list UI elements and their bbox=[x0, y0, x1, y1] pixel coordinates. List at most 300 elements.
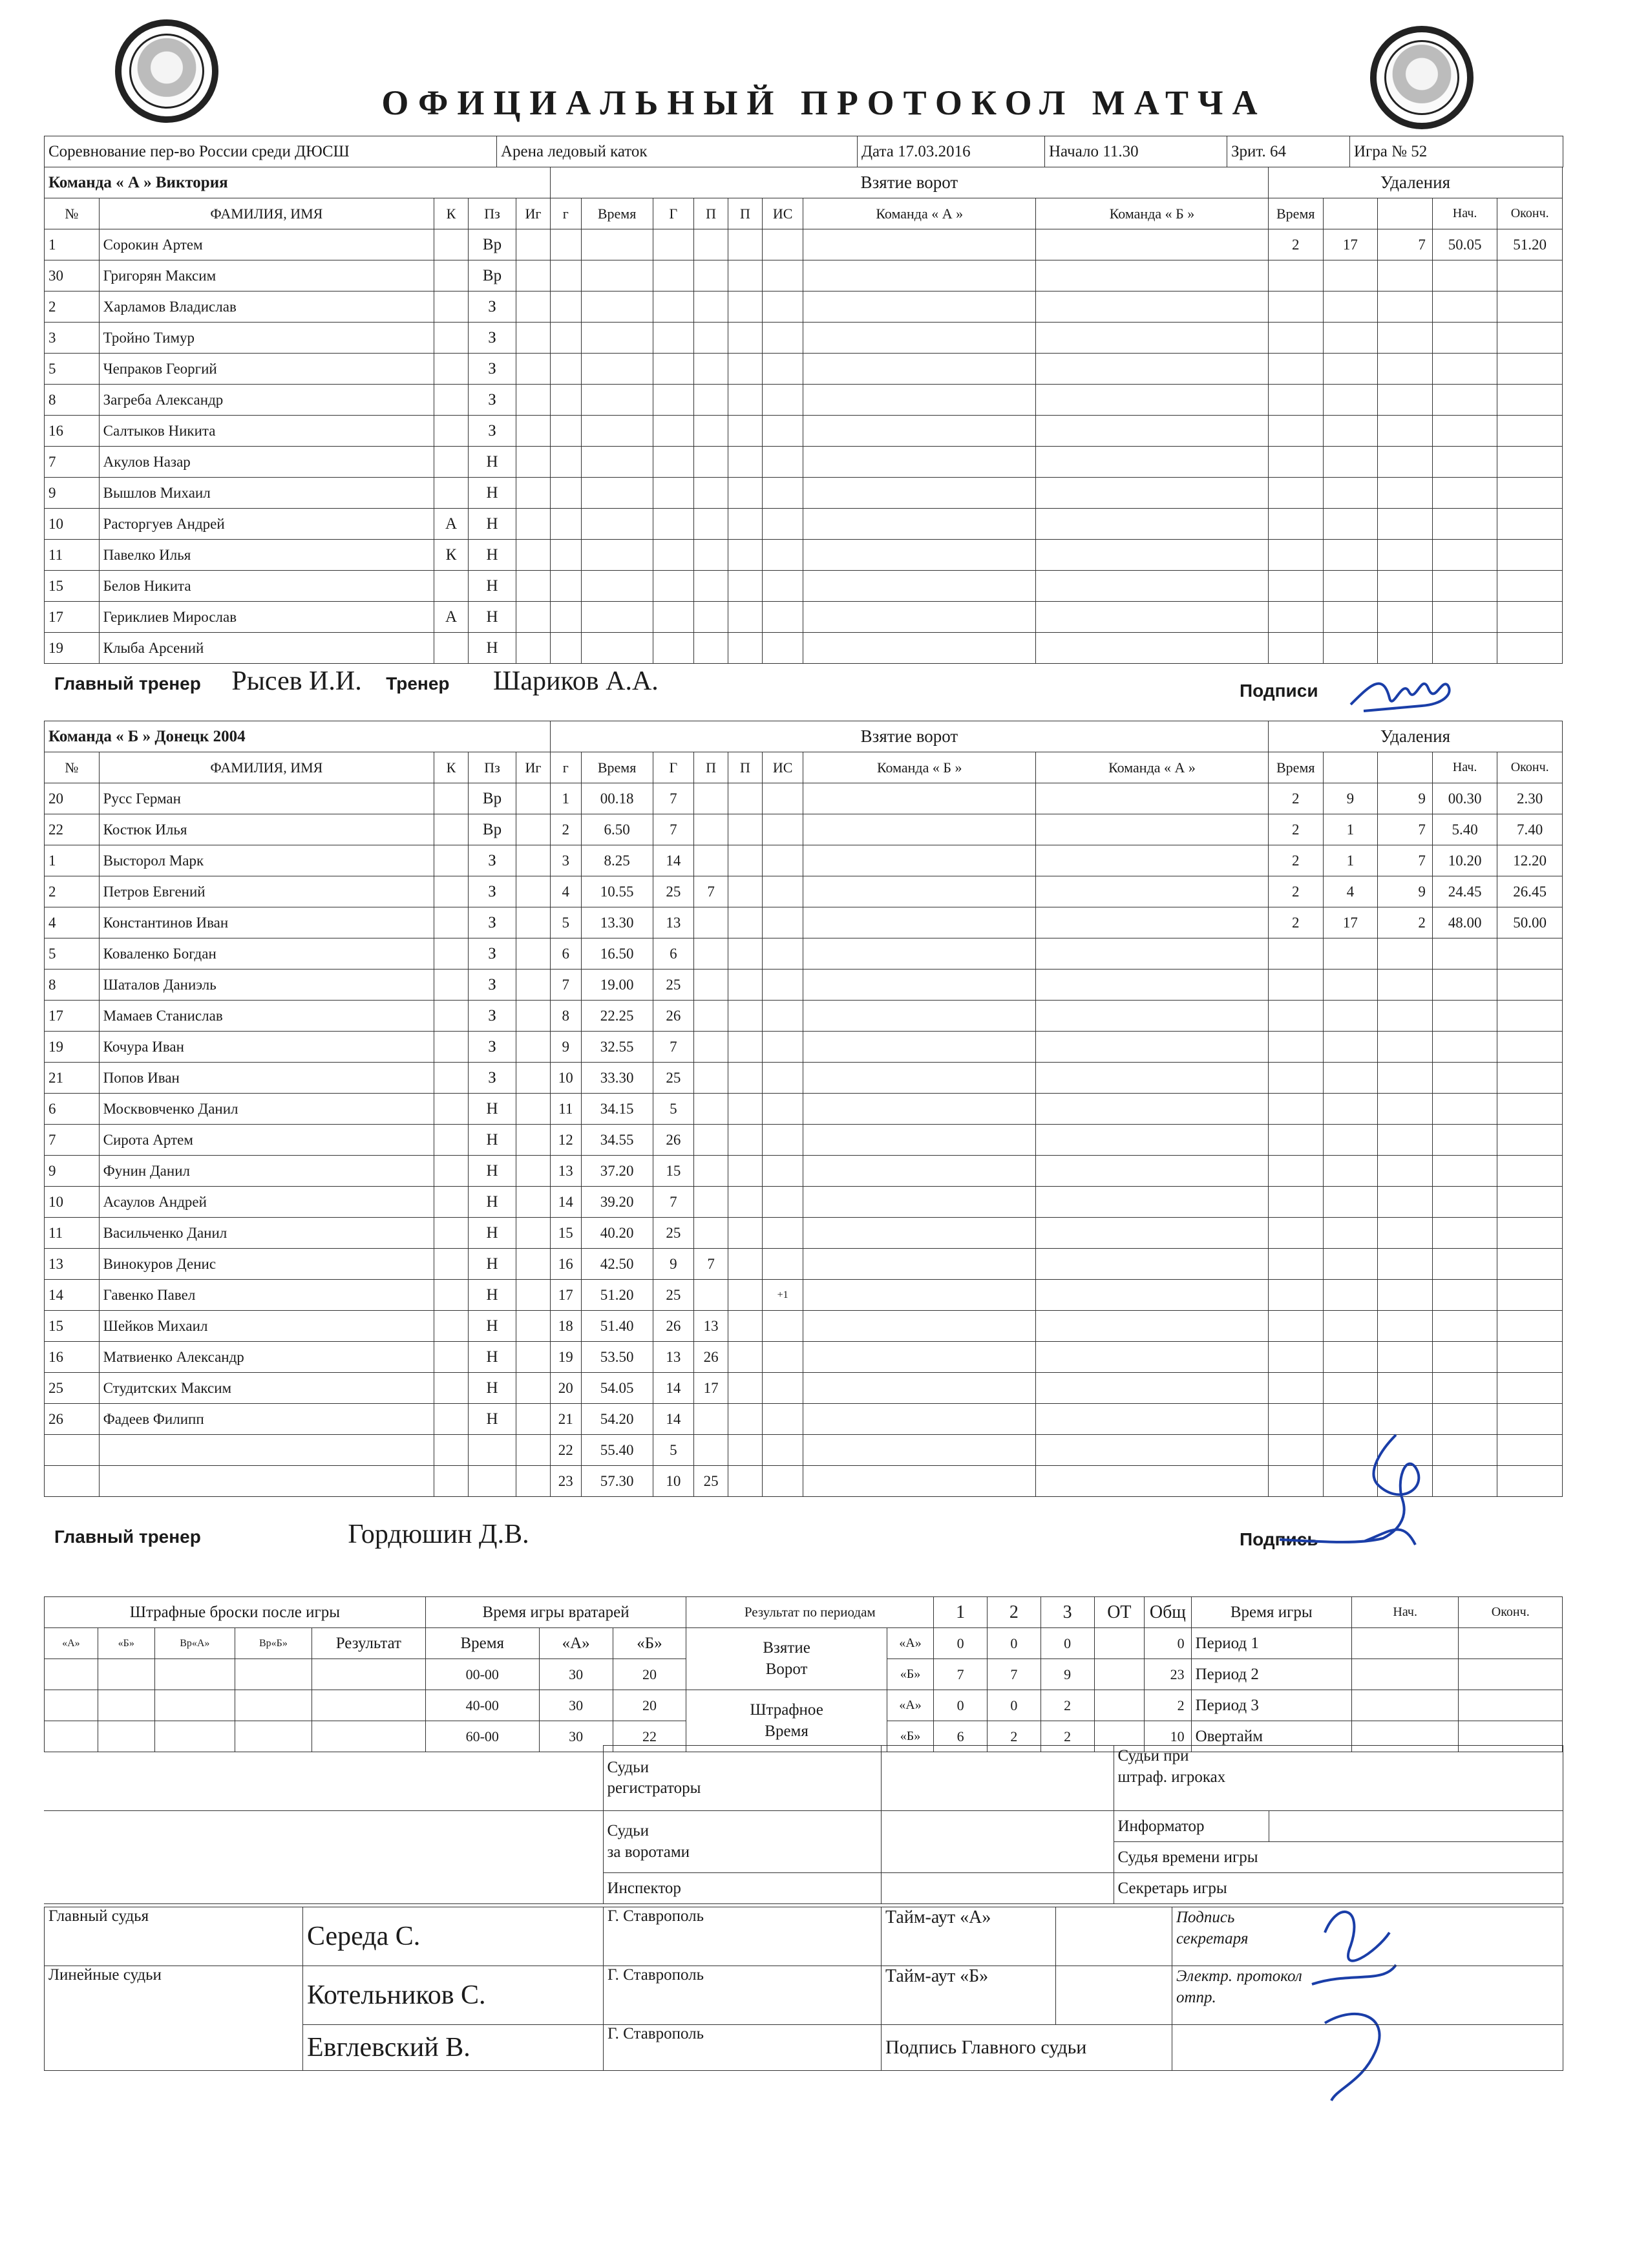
meta-game: Игра № 52 bbox=[1350, 136, 1563, 167]
penalty-code bbox=[1378, 1156, 1433, 1187]
penalty-end bbox=[1497, 1125, 1563, 1156]
team-a-coaches bbox=[54, 666, 659, 697]
timeout-a: Тайм-аут «А» bbox=[882, 1907, 1056, 1966]
goal-onice-opp bbox=[1036, 876, 1269, 907]
goal-assist-2 bbox=[728, 1187, 763, 1218]
period-col: 3 bbox=[1041, 1597, 1094, 1628]
penalty-start bbox=[1432, 1094, 1497, 1125]
player-number: 11 bbox=[45, 540, 100, 571]
player-games bbox=[516, 260, 551, 291]
penalty-start bbox=[1432, 1156, 1497, 1187]
col-g_small: г bbox=[550, 198, 581, 229]
goal-assist-1 bbox=[694, 783, 728, 814]
player-number: 8 bbox=[45, 970, 100, 1001]
goal-situation bbox=[762, 602, 803, 633]
goal-number bbox=[550, 602, 581, 633]
penalty-minutes bbox=[1268, 354, 1323, 385]
goal-assist-2 bbox=[728, 1094, 763, 1125]
period-value: 6 bbox=[934, 1721, 988, 1752]
player-name: Константинов Иван bbox=[99, 907, 434, 938]
goal-assist-1 bbox=[694, 814, 728, 845]
goal-onice-opp bbox=[1036, 845, 1269, 876]
penalties-section-title: Удаления bbox=[1268, 167, 1562, 198]
player-position: Н bbox=[468, 1125, 516, 1156]
player-captain bbox=[434, 416, 469, 447]
player-number: 7 bbox=[45, 1125, 100, 1156]
player-name: Сирота Артем bbox=[99, 1125, 434, 1156]
penalty-player bbox=[1323, 1001, 1378, 1032]
goal-time: 34.15 bbox=[581, 1094, 653, 1125]
goal-onice-opp bbox=[1036, 509, 1269, 540]
head-coach-label: Главный тренер bbox=[54, 673, 201, 694]
player-row bbox=[45, 1280, 1563, 1311]
goal-assist-2 bbox=[728, 1032, 763, 1063]
player-captain bbox=[434, 323, 469, 354]
player-position: З bbox=[468, 845, 516, 876]
timeout-b: Тайм-аут «Б» bbox=[882, 1966, 1056, 2025]
player-number: 10 bbox=[45, 1187, 100, 1218]
player-row bbox=[45, 1032, 1563, 1063]
goal-time: 10.55 bbox=[581, 876, 653, 907]
player-games bbox=[516, 602, 551, 633]
player-number: 26 bbox=[45, 1404, 100, 1435]
goal-onice-own bbox=[803, 260, 1036, 291]
player-row bbox=[45, 1156, 1563, 1187]
penalty-player bbox=[1323, 1063, 1378, 1094]
penalty-end bbox=[1497, 571, 1563, 602]
goal-assist-1 bbox=[694, 509, 728, 540]
goal-onice-own bbox=[803, 970, 1036, 1001]
penalty-end: 2.30 bbox=[1497, 783, 1563, 814]
gametime-end: Оконч. bbox=[1459, 1597, 1563, 1628]
player-name: Тройно Тимур bbox=[99, 323, 434, 354]
goal-time bbox=[581, 509, 653, 540]
goal-assist-2 bbox=[728, 416, 763, 447]
player-number: 10 bbox=[45, 509, 100, 540]
player-position: Н bbox=[468, 1373, 516, 1404]
player-games bbox=[516, 1373, 551, 1404]
player-row bbox=[45, 1311, 1563, 1342]
goal-time: 33.30 bbox=[581, 1063, 653, 1094]
team-name: Команда « А » Виктория bbox=[45, 167, 551, 198]
main-ref-city: Г. Ставрополь bbox=[604, 1907, 882, 1966]
col-P2: П bbox=[728, 752, 763, 783]
player-name: Русс Герман bbox=[99, 783, 434, 814]
goal-number bbox=[550, 540, 581, 571]
line-refs-label: Линейные судьи bbox=[45, 1966, 303, 2071]
player-games bbox=[516, 1094, 551, 1125]
penalty-minutes bbox=[1268, 1001, 1323, 1032]
penalty-player bbox=[1323, 1342, 1378, 1373]
goal-onice-own bbox=[803, 1001, 1036, 1032]
player-position: Н bbox=[468, 1187, 516, 1218]
referees-table bbox=[44, 1907, 1563, 2071]
goal-assist-2 bbox=[728, 938, 763, 970]
goal-onice-opp bbox=[1036, 1249, 1269, 1280]
penalty-end bbox=[1497, 385, 1563, 416]
player-row bbox=[45, 323, 1563, 354]
player-name: Расторгуев Андрей bbox=[99, 509, 434, 540]
player-number: 25 bbox=[45, 1373, 100, 1404]
penalty-start bbox=[1432, 478, 1497, 509]
penalty-start: 00.30 bbox=[1432, 783, 1497, 814]
goal-onice-own bbox=[803, 783, 1036, 814]
goal-assist-1 bbox=[694, 354, 728, 385]
goal-onice-opp bbox=[1036, 416, 1269, 447]
penalty-player bbox=[1323, 416, 1378, 447]
goal-situation bbox=[762, 1249, 803, 1280]
penalty-player bbox=[1323, 571, 1378, 602]
player-row bbox=[45, 970, 1563, 1001]
player-captain bbox=[434, 1342, 469, 1373]
player-captain bbox=[434, 1156, 469, 1187]
goal-scorer: 25 bbox=[653, 1218, 693, 1249]
goal-situation bbox=[762, 447, 803, 478]
goal-situation bbox=[762, 416, 803, 447]
goal-situation bbox=[762, 354, 803, 385]
goal-onice-own bbox=[803, 633, 1036, 664]
goal-assist-2 bbox=[728, 571, 763, 602]
officials-row bbox=[44, 1811, 1563, 1842]
period-value: 10 bbox=[1145, 1721, 1191, 1752]
goal-onice-own bbox=[803, 1466, 1036, 1497]
period-col: 2 bbox=[988, 1597, 1041, 1628]
player-position: З bbox=[468, 876, 516, 907]
penalty-end bbox=[1497, 1311, 1563, 1342]
penalty-minutes: 2 bbox=[1268, 783, 1323, 814]
goal-situation bbox=[762, 1187, 803, 1218]
goal-assist-1 bbox=[694, 602, 728, 633]
col-nach: Нач. bbox=[1432, 198, 1497, 229]
line-ref-2-city: Г. Ставрополь bbox=[604, 2025, 882, 2071]
player-number: 7 bbox=[45, 447, 100, 478]
goal-time: 00.18 bbox=[581, 783, 653, 814]
player-position: Н bbox=[468, 602, 516, 633]
player-captain bbox=[434, 845, 469, 876]
goal-onice-opp bbox=[1036, 814, 1269, 845]
goal-onice-own bbox=[803, 416, 1036, 447]
player-name: Григорян Максим bbox=[99, 260, 434, 291]
col-pz: Пз bbox=[468, 752, 516, 783]
goal-scorer bbox=[653, 354, 693, 385]
goal-onice-opp bbox=[1036, 1063, 1269, 1094]
shootout-col: «Б» bbox=[98, 1628, 154, 1659]
penalty-end: 51.20 bbox=[1497, 229, 1563, 260]
gk-time-title: Время игры вратарей bbox=[425, 1597, 686, 1628]
player-captain bbox=[434, 1187, 469, 1218]
col-pen_time: Время bbox=[1268, 198, 1323, 229]
goal-assist-1: 7 bbox=[694, 876, 728, 907]
goal-number: 11 bbox=[550, 1094, 581, 1125]
goal-assist-2 bbox=[728, 1311, 763, 1342]
penalty-player bbox=[1323, 291, 1378, 323]
meta-competition: Соревнование пер-во России среди ДЮСШ bbox=[45, 136, 497, 167]
gk-a: 30 bbox=[539, 1690, 613, 1721]
goal-number: 21 bbox=[550, 1404, 581, 1435]
main-ref-name: Середа С. bbox=[303, 1907, 604, 1966]
meta-spectators: Зрит. 64 bbox=[1227, 136, 1350, 167]
penalty-start bbox=[1432, 1063, 1497, 1094]
period-value: 0 bbox=[1145, 1628, 1191, 1659]
penalty-minutes bbox=[1268, 447, 1323, 478]
col-pen-2 bbox=[1323, 198, 1378, 229]
gk-time: 60-00 bbox=[425, 1721, 539, 1752]
player-number: 2 bbox=[45, 291, 100, 323]
penalty-end bbox=[1497, 1466, 1563, 1497]
goal-time bbox=[581, 447, 653, 478]
penalty-minutes bbox=[1268, 509, 1323, 540]
goal-assist-2 bbox=[728, 876, 763, 907]
player-row bbox=[45, 907, 1563, 938]
goal-assist-2 bbox=[728, 1466, 763, 1497]
col-P2: П bbox=[728, 198, 763, 229]
penalty-player bbox=[1323, 1156, 1378, 1187]
penalty-minutes bbox=[1268, 385, 1323, 416]
goal-onice-opp bbox=[1036, 260, 1269, 291]
goal-assist-1: 7 bbox=[694, 1249, 728, 1280]
player-name: Костюк Илья bbox=[99, 814, 434, 845]
penalty-code: 2 bbox=[1378, 907, 1433, 938]
player-games bbox=[516, 354, 551, 385]
penalty-player bbox=[1323, 540, 1378, 571]
timeout-b-value bbox=[1056, 1966, 1172, 2025]
goal-onice-opp bbox=[1036, 571, 1269, 602]
player-captain bbox=[434, 260, 469, 291]
goal-situation bbox=[762, 478, 803, 509]
player-position: З bbox=[468, 385, 516, 416]
penalty-minutes bbox=[1268, 633, 1323, 664]
goal-assist-2 bbox=[728, 447, 763, 478]
penalty-code: 7 bbox=[1378, 229, 1433, 260]
penalty-code bbox=[1378, 1001, 1433, 1032]
player-name: Чепраков Георгий bbox=[99, 354, 434, 385]
page-title: ОФИЦИАЛЬНЫЙ ПРОТОКОЛ МАТЧА bbox=[381, 83, 1267, 122]
inspector-label: Инспектор bbox=[603, 1873, 881, 1904]
penalty-end bbox=[1497, 1156, 1563, 1187]
penalty-end: 7.40 bbox=[1497, 814, 1563, 845]
penalty-code bbox=[1378, 260, 1433, 291]
goal-number bbox=[550, 291, 581, 323]
goal-scorer: 5 bbox=[653, 1435, 693, 1466]
player-name: Коваленко Богдан bbox=[99, 938, 434, 970]
goal-scorer: 25 bbox=[653, 970, 693, 1001]
goal-number bbox=[550, 416, 581, 447]
goal-assist-2 bbox=[728, 354, 763, 385]
goal-time bbox=[581, 478, 653, 509]
period-value: 7 bbox=[934, 1659, 988, 1690]
goal-onice-opp bbox=[1036, 323, 1269, 354]
player-name: Студитских Максим bbox=[99, 1373, 434, 1404]
player-position: Вр bbox=[468, 814, 516, 845]
goal-number: 7 bbox=[550, 970, 581, 1001]
col-pen-3 bbox=[1378, 198, 1433, 229]
goal-assist-2 bbox=[728, 1001, 763, 1032]
penalty-end bbox=[1497, 1404, 1563, 1435]
goal-onice-opp bbox=[1036, 1404, 1269, 1435]
penalty-start bbox=[1432, 1001, 1497, 1032]
penalty-player bbox=[1323, 385, 1378, 416]
player-games bbox=[516, 970, 551, 1001]
goal-situation bbox=[762, 1404, 803, 1435]
player-name: Мамаев Станислав bbox=[99, 1001, 434, 1032]
gk-b: 22 bbox=[613, 1721, 686, 1752]
player-number: 9 bbox=[45, 1156, 100, 1187]
goal-onice-opp bbox=[1036, 1342, 1269, 1373]
goal-number: 20 bbox=[550, 1373, 581, 1404]
player-row bbox=[45, 633, 1563, 664]
penalty-code bbox=[1378, 1311, 1433, 1342]
goal-number bbox=[550, 354, 581, 385]
goal-scorer: 14 bbox=[653, 1404, 693, 1435]
player-row bbox=[45, 938, 1563, 970]
goal-situation bbox=[762, 845, 803, 876]
goal-time: 54.05 bbox=[581, 1373, 653, 1404]
period-value: 0 bbox=[934, 1690, 988, 1721]
goal-situation bbox=[762, 571, 803, 602]
player-captain bbox=[434, 1466, 469, 1497]
period-value: 2 bbox=[1145, 1690, 1191, 1721]
penalty-player bbox=[1323, 1373, 1378, 1404]
player-captain bbox=[434, 1001, 469, 1032]
goal-assist-2 bbox=[728, 1404, 763, 1435]
player-name bbox=[99, 1466, 434, 1497]
player-number: 30 bbox=[45, 260, 100, 291]
penalty-code bbox=[1378, 1373, 1433, 1404]
col-P: П bbox=[694, 198, 728, 229]
penalty-player bbox=[1323, 509, 1378, 540]
goal-assist-2 bbox=[728, 970, 763, 1001]
penalty-code bbox=[1378, 1342, 1433, 1373]
player-position bbox=[468, 1466, 516, 1497]
shootout-col: Вр«Б» bbox=[235, 1628, 312, 1659]
player-captain bbox=[434, 229, 469, 260]
goal-onice-own bbox=[803, 1435, 1036, 1466]
goal-assist-1 bbox=[694, 938, 728, 970]
player-captain: А bbox=[434, 602, 469, 633]
goal-onice-opp bbox=[1036, 1218, 1269, 1249]
shootout-cell bbox=[235, 1690, 312, 1721]
goal-onice-own bbox=[803, 571, 1036, 602]
goal-assist-1 bbox=[694, 970, 728, 1001]
player-position: З bbox=[468, 354, 516, 385]
goal-onice-own bbox=[803, 540, 1036, 571]
goal-scorer: 26 bbox=[653, 1125, 693, 1156]
player-captain bbox=[434, 1373, 469, 1404]
gk-col: «Б» bbox=[613, 1628, 686, 1659]
col-k: К bbox=[434, 752, 469, 783]
goal-onice-own bbox=[803, 1218, 1036, 1249]
goal-onice-own bbox=[803, 1249, 1036, 1280]
goal-onice-own bbox=[803, 1187, 1036, 1218]
penalty-minutes bbox=[1268, 1249, 1323, 1280]
penalty-player: 1 bbox=[1323, 814, 1378, 845]
shootout-cell bbox=[235, 1659, 312, 1690]
player-name: Гавенко Павел bbox=[99, 1280, 434, 1311]
goal-assist-1 bbox=[694, 447, 728, 478]
goal-assist-2 bbox=[728, 291, 763, 323]
penalty-minutes bbox=[1268, 1094, 1323, 1125]
goal-assist-1 bbox=[694, 1156, 728, 1187]
player-name: Васильченко Данил bbox=[99, 1218, 434, 1249]
player-number: 19 bbox=[45, 633, 100, 664]
player-row bbox=[45, 783, 1563, 814]
player-number: 15 bbox=[45, 1311, 100, 1342]
period-value: 2 bbox=[1041, 1690, 1094, 1721]
goal-number bbox=[550, 571, 581, 602]
player-name: Гериклиев Мирослав bbox=[99, 602, 434, 633]
goal-onice-own bbox=[803, 1063, 1036, 1094]
goal-assist-2 bbox=[728, 1373, 763, 1404]
player-number: 1 bbox=[45, 845, 100, 876]
player-position: З bbox=[468, 1032, 516, 1063]
goal-scorer bbox=[653, 291, 693, 323]
goal-time bbox=[581, 416, 653, 447]
penalty-end bbox=[1497, 1032, 1563, 1063]
penalty-code bbox=[1378, 938, 1433, 970]
goal-number: 23 bbox=[550, 1466, 581, 1497]
player-position: Н bbox=[468, 571, 516, 602]
player-captain bbox=[434, 1063, 469, 1094]
goal-assist-1: 13 bbox=[694, 1311, 728, 1342]
penalty-player bbox=[1323, 447, 1378, 478]
col-ig: Иг bbox=[516, 198, 551, 229]
goal-number: 15 bbox=[550, 1218, 581, 1249]
penalty-end bbox=[1497, 1187, 1563, 1218]
player-number: 19 bbox=[45, 1032, 100, 1063]
penalty-minutes bbox=[1268, 970, 1323, 1001]
penalty-minutes bbox=[1268, 571, 1323, 602]
goal-time: 8.25 bbox=[581, 845, 653, 876]
penalty-minutes bbox=[1268, 1218, 1323, 1249]
goal-number bbox=[550, 478, 581, 509]
goal-assist-1 bbox=[694, 385, 728, 416]
player-games bbox=[516, 509, 551, 540]
player-captain bbox=[434, 907, 469, 938]
summary-team: «Б» bbox=[887, 1659, 933, 1690]
shootout-cell bbox=[312, 1659, 425, 1690]
penalty-code bbox=[1378, 385, 1433, 416]
goal-assist-2 bbox=[728, 509, 763, 540]
col-okonch: Оконч. bbox=[1497, 198, 1563, 229]
goal-assist-1 bbox=[694, 260, 728, 291]
goal-assist-1 bbox=[694, 1032, 728, 1063]
line-ref-2: Евглевский В. bbox=[303, 2025, 604, 2071]
penalty-code bbox=[1378, 509, 1433, 540]
penalties-section-title: Удаления bbox=[1268, 721, 1562, 752]
penalty-start bbox=[1432, 602, 1497, 633]
gk-col: Время bbox=[425, 1628, 539, 1659]
summary-team: «А» bbox=[887, 1628, 933, 1659]
penalty-start: 50.05 bbox=[1432, 229, 1497, 260]
goal-time: 54.20 bbox=[581, 1404, 653, 1435]
team-header-row bbox=[45, 721, 1563, 752]
goal-number bbox=[550, 447, 581, 478]
goal-onice-own bbox=[803, 1311, 1036, 1342]
gk-col: «А» bbox=[539, 1628, 613, 1659]
goal-assist-1 bbox=[694, 229, 728, 260]
goal-situation bbox=[762, 540, 803, 571]
summary-header bbox=[45, 1597, 1563, 1628]
goal-onice-own bbox=[803, 1373, 1036, 1404]
player-position: Н bbox=[468, 478, 516, 509]
player-name: Белов Никита bbox=[99, 571, 434, 602]
goal-situation bbox=[762, 938, 803, 970]
shootout-title: Штрафные броски после игры bbox=[45, 1597, 426, 1628]
player-number: 21 bbox=[45, 1063, 100, 1094]
goal-time: 32.55 bbox=[581, 1032, 653, 1063]
goal-assist-1 bbox=[694, 1435, 728, 1466]
goal-assist-2 bbox=[728, 323, 763, 354]
